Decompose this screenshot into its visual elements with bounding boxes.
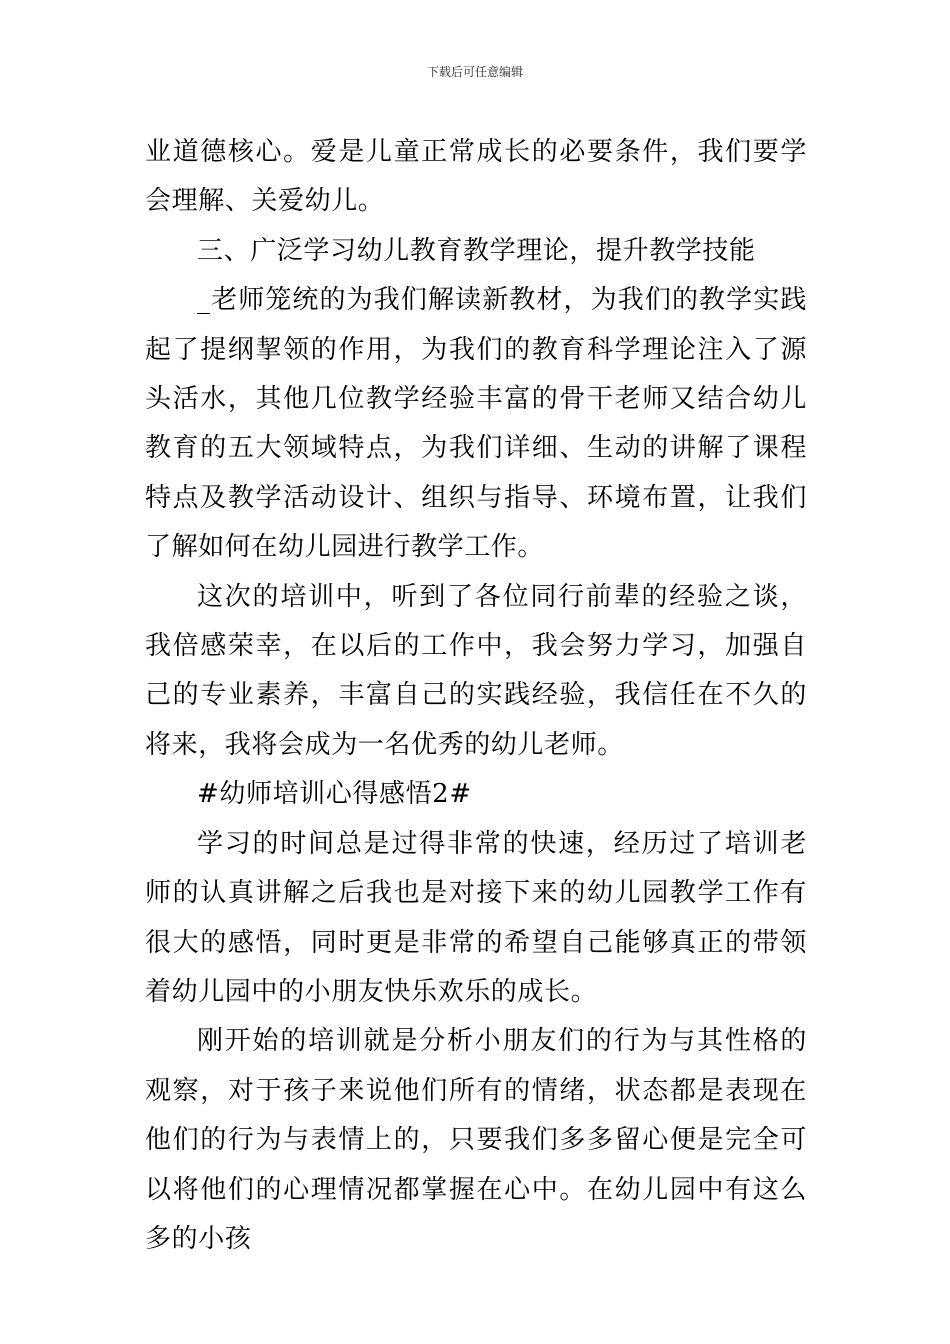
paragraph-4: 学习的时间总是过得非常的快速，经历过了培训老师的认真讲解之后我也是对接下来的幼儿园教学工作有很大的感悟，同时更是非常的希望自己能够真正的带领着幼儿园中的小朋友快乐欢乐的成长。 [145, 828, 807, 1007]
document-body [145, 128, 807, 1264]
paragraph-3: 这次的培训中，听到了各位同行前辈的经验之谈，我倍感荣幸，在以后的工作中，我会努力学习，加强自己的专业素养，丰富自己的实践经验，我信任在不久的将来，我将会成为一名优秀的幼儿老师。 [145, 581, 807, 760]
section-heading: 三、广泛学习幼儿教育教学理论，提升教学技能 [197, 235, 756, 266]
paragraph-2: _老师笼统的为我们解读新教材，为我们的教学实践起了提纲挈领的作用，为我们的教育科学理论注入了源头活水，其他几位教学经验丰富的骨干老师又结合幼儿教育的五大领域特点，为我们详细、生动的讲解了课程特点及教学活动设计、组织与指导、环境布置，让我们了解如何在幼儿园进行教学工作。 [145, 285, 807, 563]
paragraph-5: 刚开始的培训就是分析小朋友们的行为与其性格的观察，对于孩子来说他们所有的情绪，状态都是表现在他们的行为与表情上的，只要我们多多留心便是完全可以将他们的心理情况都掌握在心中。在幼儿园中有这么多的小孩 [145, 1026, 807, 1254]
paragraph-1: 业道德核心。爱是儿童正常成长的必要条件，我们要学会理解、关爱幼儿。 [145, 137, 807, 217]
article-subtitle: #幼师培训心得感悟2# [197, 779, 472, 810]
page-header: 下载后可任意编辑 [426, 65, 523, 79]
